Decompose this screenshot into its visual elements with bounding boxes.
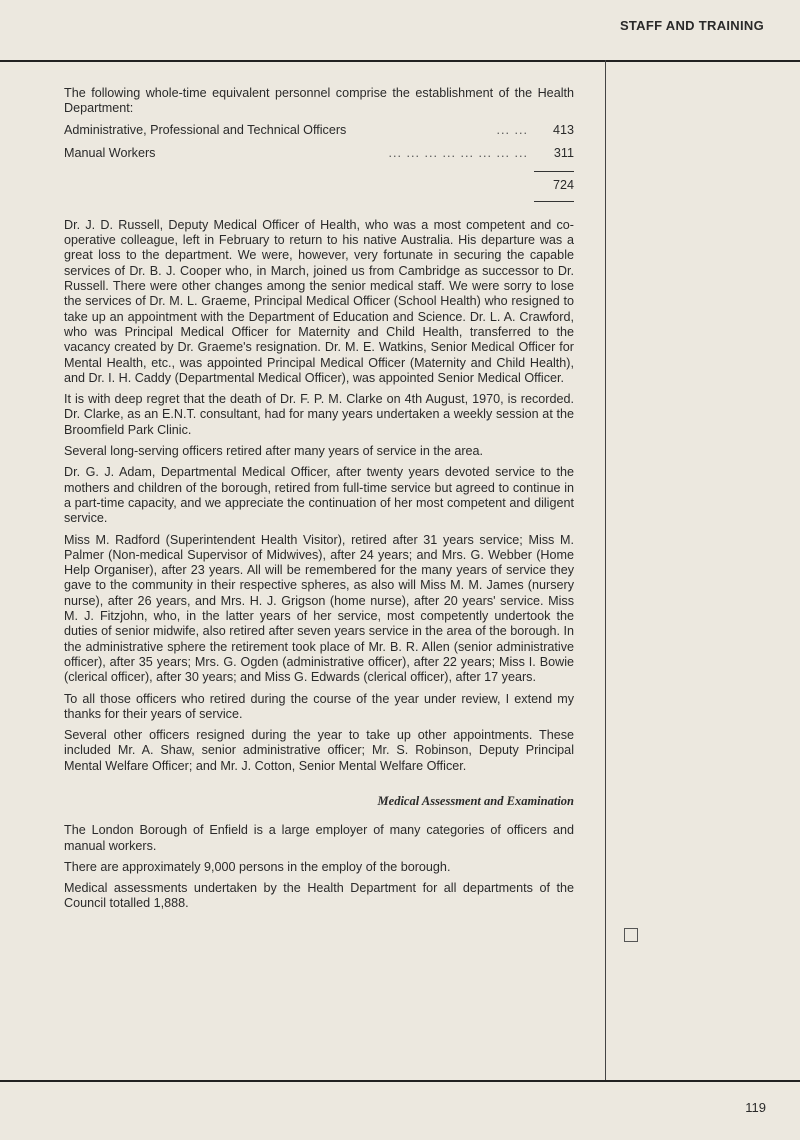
paragraph-employees: There are approximately 9,000 persons in the employ of the borough. — [64, 859, 451, 874]
leader-dots: ... ... ... ... ... ... ... ... — [388, 145, 528, 160]
row-value: 311 — [553, 145, 574, 160]
main-text-column — [64, 86, 574, 918]
paragraph-employer: The London Borough of Enfield is a large employer of many categories of officers and manual workers. — [64, 823, 574, 853]
paragraph-retirements-intro: Several long-serving officers retired after many years of service in the area. — [64, 444, 484, 459]
page-number: 119 — [745, 1100, 766, 1115]
row-value: 413 — [552, 122, 574, 137]
paragraph-death-notice: It is with deep regret that the death of Dr. F. P. M. Clarke on 4th August, 1970, is recorded. Dr. Clarke, as an E.N.T. consultant, had for many years undertaken a weekly session at the Broomfield Park Clinic. — [64, 392, 574, 437]
paragraph-dr-adam: Dr. G. J. Adam, Departmental Medical Officer, after twenty years devoted service to the mothers and children of the borough, retired from full-time service but agreed to continue in a part-time capacity, and we appreciate the continuation of her most competent and diligent service. — [64, 465, 574, 526]
section-heading: Medical Assessment and Examination — [377, 793, 574, 808]
paragraph-assessments: Medical assessments undertaken by the Health Department for all departments of the Council totalled 1,888. — [64, 881, 574, 911]
row-label: Manual Workers — [64, 145, 156, 160]
total-value: 724 — [534, 171, 574, 202]
intro-paragraph: The following whole-time equivalent personnel comprise the establishment of the Health Department: — [64, 86, 574, 116]
table-row — [64, 123, 574, 146]
establishment-table — [64, 123, 574, 202]
bottom-rule — [0, 1080, 800, 1082]
paragraph-retirements-list: Miss M. Radford (Superintendent Health Visitor), retired after 31 years service; Miss M. Palmer (Non-medical Supervisor of Midwives), after 24 years; and Mrs. G. Webber (Home Help Organiser), after 23 years. All will be remembered for the many years of service they gave to the community in their respective spheres, as also will Miss M. M. James (nursery nurse), after 26 years, and Mrs. H. J. Grigson (home nurse), after 20 years' service. Miss M. J. Fitzjohn, who, in the latter years of her service, most competently undertook the duties of senior midwife, also retired after seven years service in the area of the borough. In the administrative sphere the retirement took place of Mr. B. R. Allen (senior administrative officer), after 35 years; Mrs. G. Ogden (administrative officer), after 22 years; Miss I. Bowie (clerical officer), after 30 years; and Miss G. Edwards (clerical officer), after 17 years. — [64, 532, 574, 685]
top-rule — [0, 60, 800, 62]
row-label: Administrative, Professional and Technical Officers — [64, 122, 347, 137]
margin-column-divider — [605, 60, 606, 1082]
paragraph-staff-changes: Dr. J. D. Russell, Deputy Medical Officer of Health, who was a most competent and co-operative colleague, left in February to return to his native Australia. His departure was a great loss to the department. We were, however, very fortunate in securing the capable services of Dr. B. J. Cooper who, in March, joined us from Cambridge as successor to Dr. Russell. There were other changes among the senior medical staff. We were sorry to lose the services of Dr. M. L. Graeme, Principal Medical Officer (School Health) who resigned to take up an appointment with the Department of Education and Science. Dr. L. A. Crawford, who was Principal Medical Officer for Maternity and Child Health, transferred to the vacancy created by Dr. Graeme's resignation. Dr. M. E. Watkins, Senior Medical Officer for Mental Health, etc., was appointed Principal Medical Officer (Maternity and Child Health), and Dr. I. H. Caddy (Departmental Medical Officer), was appointed Senior Medical Officer. — [64, 217, 574, 385]
margin-checkbox[interactable] — [624, 928, 638, 942]
paragraph-thanks: To all those officers who retired during the course of the year under review, I extend my thanks for their years of service. — [64, 691, 574, 721]
page-header-title: STAFF AND TRAINING — [619, 18, 764, 33]
table-row — [64, 146, 574, 169]
leader-dots: ... ... — [496, 122, 528, 137]
paragraph-resignations: Several other officers resigned during the year to take up other appointments. These included Mr. A. Shaw, senior administrative officer; Mr. S. Robinson, Deputy Principal Mental Welfare Officer; and Mr. J. Cotton, Senior Mental Welfare Officer. — [64, 728, 574, 773]
total-row — [64, 169, 574, 202]
